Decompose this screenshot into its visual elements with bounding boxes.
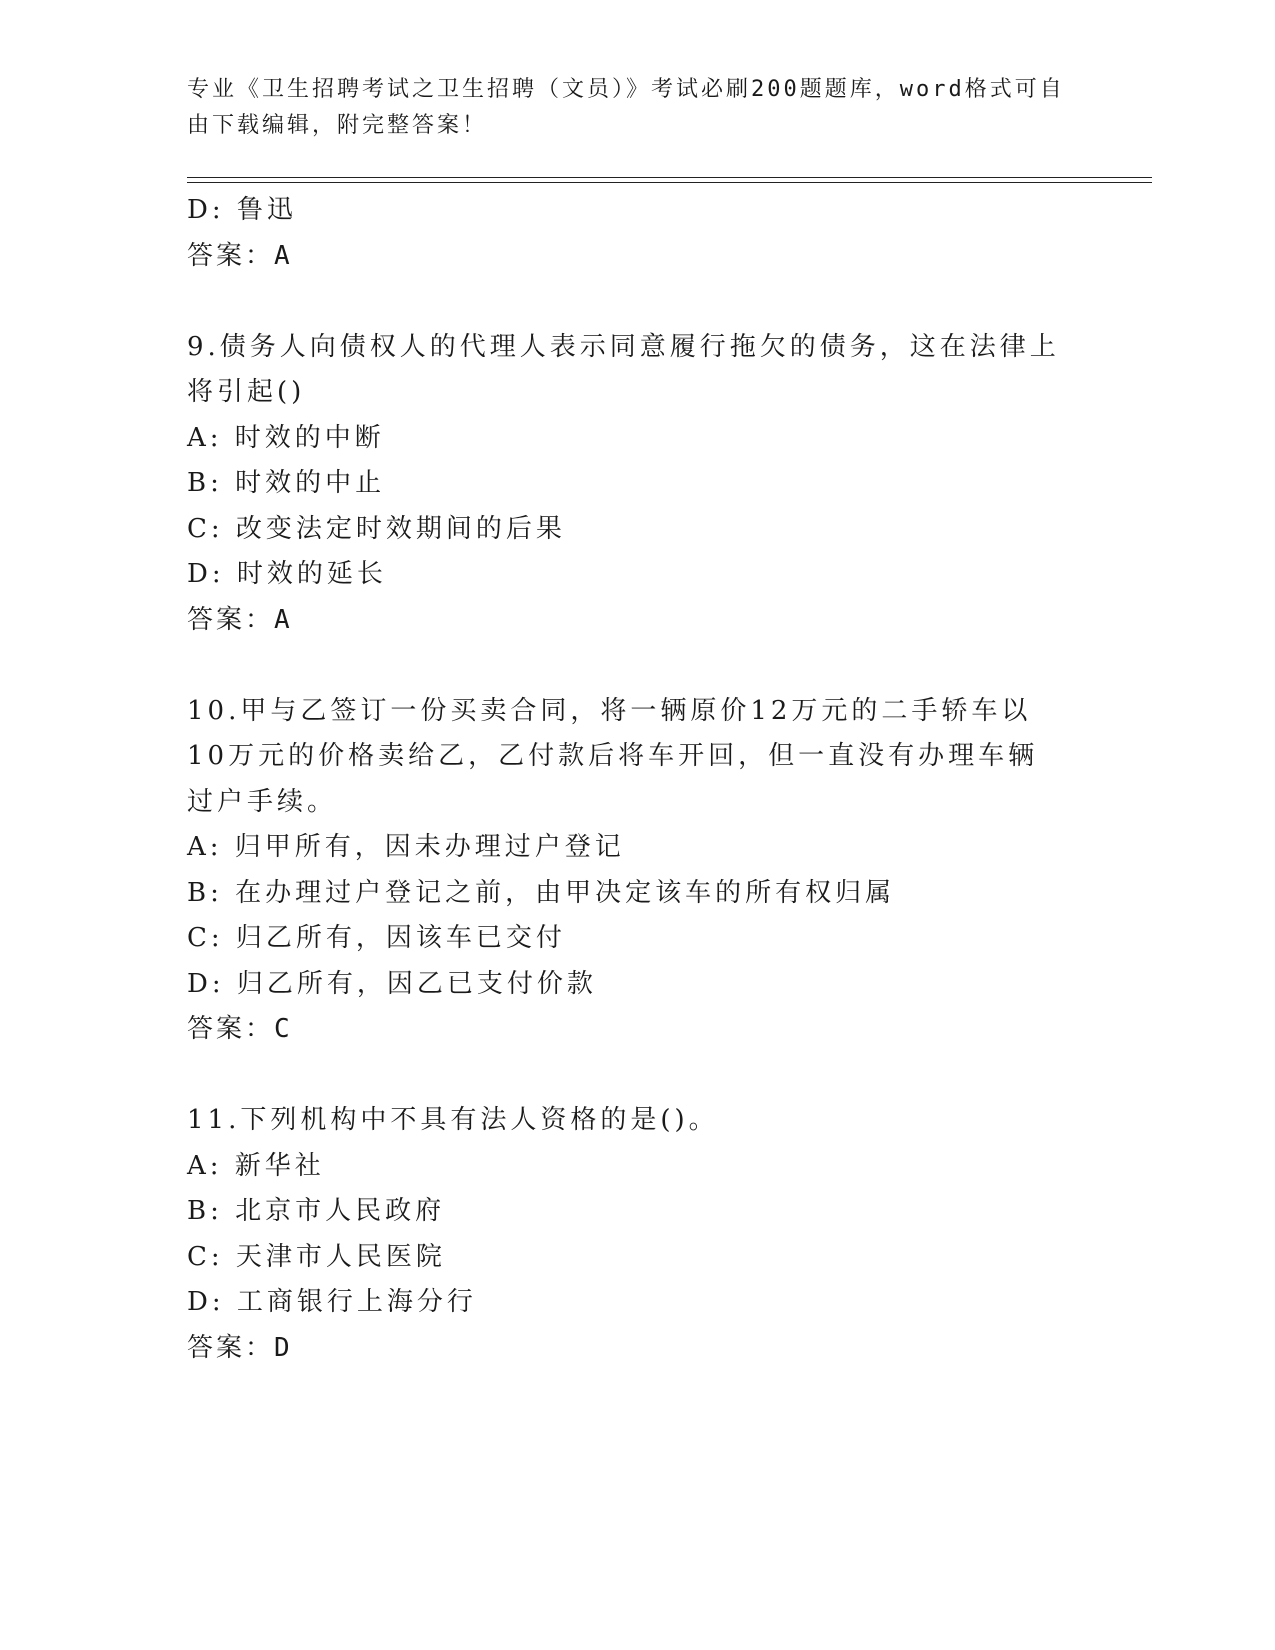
- header-rule-bottom: [187, 182, 1152, 183]
- option-b: B: 在办理过户登记之前，由甲决定该车的所有权归属: [187, 877, 896, 908]
- option-c: C: 天津市人民医院: [187, 1241, 446, 1272]
- question-stem: 11.下列机构中不具有法人资格的是()。: [187, 1105, 719, 1135]
- document-header: 专业《卫生招聘考试之卫生招聘（文员）》考试必刷200题题库，word格式可自由下载编辑，附完整答案！: [187, 77, 1065, 138]
- question-10: [187, 689, 1087, 1053]
- option-d: D: 归乙所有，因乙已支付价款: [187, 968, 597, 999]
- spacer: [187, 279, 1087, 325]
- spacer: [187, 643, 1087, 689]
- option-b: B: 北京市人民政府: [187, 1196, 446, 1226]
- question-11: [187, 1098, 1087, 1371]
- option-a: A: 归甲所有，因未办理过户登记: [187, 832, 625, 862]
- spacer: [187, 1053, 1087, 1099]
- option-a: A: 时效的中断: [187, 422, 385, 453]
- question-9: [187, 325, 1087, 644]
- answer: 答案：D: [187, 1332, 293, 1363]
- answer: 答案：C: [187, 1014, 293, 1044]
- option-d: D: 工商银行上海分行: [187, 1287, 477, 1317]
- answer: 答案：A: [187, 604, 293, 635]
- option-c: C: 改变法定时效期间的后果: [187, 513, 566, 544]
- option-b: B: 时效的中止: [187, 468, 386, 498]
- option-d: D: 时效的延长: [187, 559, 387, 589]
- option-a: A: 新华社: [187, 1150, 325, 1181]
- question-stem: 9.债务人向债权人的代理人表示同意履行拖欠的债务，这在法律上将引起(): [187, 331, 1060, 407]
- prev-answer: 答案：A: [187, 240, 293, 271]
- option-c: C: 归乙所有，因该车已交付: [187, 923, 566, 953]
- header-rule-top: [187, 177, 1152, 178]
- question-stem: 10.甲与乙签订一份买卖合同，将一辆原价12万元的二手轿车以10万元的价格卖给乙，乙付款后将车开回，但一直没有办理车辆过户手续。: [187, 695, 1039, 817]
- prev-option-d: D: 鲁迅: [187, 195, 297, 225]
- question-content: [187, 188, 1087, 1371]
